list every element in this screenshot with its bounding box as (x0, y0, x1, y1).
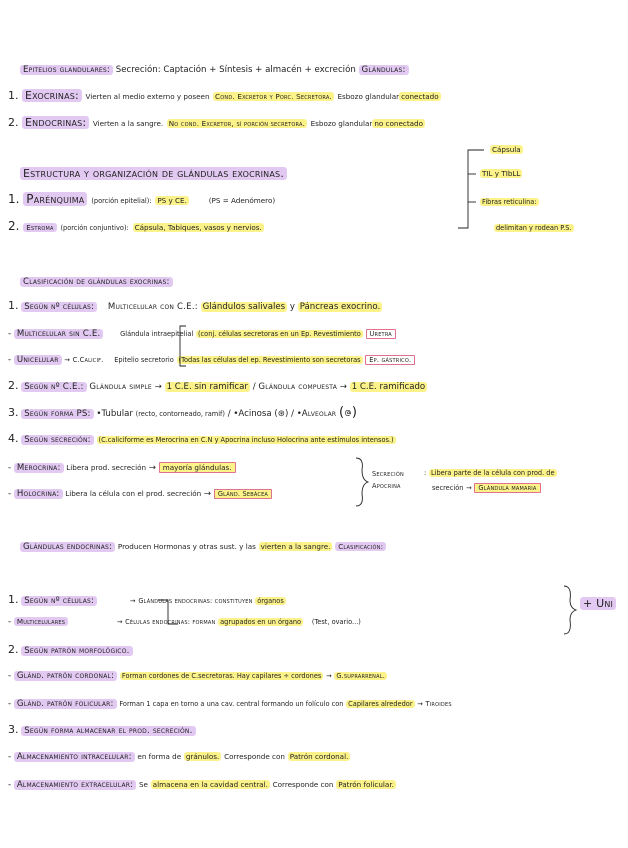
segun-patron-label: Según patrón morfológico. (21, 646, 132, 656)
parenquima-sub: (porción epitelial): (91, 197, 152, 205)
exo-multicelular-sin: - Multicelular sin C.E. Glándula intraepitelial (conj. células secretoras en un Ep. Revestimiento Uretra (8, 328, 628, 340)
apocrina-desc2: secreción → Glándula mamaria (432, 482, 541, 494)
exocrinas-text: Vierten al medio externo y poseen (85, 92, 210, 101)
glandulas-salivales: Glándulos salivales (202, 302, 286, 312)
glandulas-label: Glándulas: (359, 65, 409, 75)
patron-folicular-desc: Forman 1 capa en torno a una cav. central formando un folículo con (119, 700, 344, 708)
list-number: 1. (8, 89, 19, 102)
estroma-label: Estroma (23, 223, 56, 232)
segun-ce-label: Según nº C.E.: (21, 382, 86, 392)
endo-segun-celulas: 1. Según nº células: → Glándulas endocrinas: constituyen órganos (8, 593, 284, 606)
list-number: 2. (8, 379, 19, 392)
tubular-sub: (recto, contorneado, ramif) (135, 410, 225, 418)
list-number: 3. (8, 723, 19, 736)
agrupados-highlight: agrupados en un órgano (220, 618, 302, 626)
endo-segun-patron (8, 644, 628, 657)
patron-cordonal-line: - Glánd. patrón cordonal: Forman cordones de C.secretoras. Hay capilares ÷ cordones → G.suprarrenal. (8, 671, 386, 681)
epitelio-secretorio: Epitelio secretorio (114, 356, 174, 364)
acinosa: Acinosa (238, 409, 272, 419)
c-calicif: C.Calicif. (72, 356, 104, 364)
patron-cordonal-label: Glánd. patrón cordonal: (14, 671, 117, 681)
endocrinas-highlight: No cond. Excretor, sí porción secretora. (168, 119, 306, 128)
multicelular-sin-ce: Multicelular sin C.E. (14, 329, 104, 339)
multicelulares-label: Multicelulares (14, 617, 68, 626)
exocrinas-line (8, 90, 628, 103)
alveolar: Alveolar (301, 409, 337, 419)
apocrina-desc: : Libera parte de la célula con prod. de (424, 469, 555, 477)
list-number: 2. (8, 116, 19, 129)
intraepitelial-desc: (conj. células secretoras en un Ep. Revestimiento (197, 330, 361, 338)
section-estructura (20, 168, 628, 181)
glandula-simple: Glándula simple (89, 382, 152, 392)
apocrina-box: Glándula mamaria (474, 483, 540, 493)
section-title: Glándulas endocrinas: (20, 542, 115, 552)
exo-segun-celulas (8, 300, 628, 313)
endocrinas-esbozo: Esbozo glandular (310, 119, 373, 128)
exocrinas-label: Exocrinas: (22, 89, 82, 102)
section-endocrinas (20, 541, 628, 553)
holocrina-text: Libera la célula con el prod. secreción (65, 489, 202, 498)
segun-celulas-label: Según nº células: (21, 596, 97, 606)
intraepitelial: Glándula intraepitelial (120, 330, 194, 338)
granulos-highlight: gránulos. (185, 752, 220, 761)
apocrina-label: Secreción Apocrina (372, 470, 404, 490)
parenquima-note: (PS = Adenómero) (208, 196, 276, 205)
list-number: 1. (8, 593, 19, 606)
glandula-compuesta: Glándula compuesta (258, 382, 338, 392)
endo-segun-almacenar (8, 724, 628, 737)
section-title: Clasificación de glándulas exocrinas: (20, 277, 173, 287)
parenquima-line (8, 193, 628, 207)
estroma-sub: (porción conjuntivo): (60, 224, 129, 232)
patron-folicular-line: - Glánd. patrón folicular: Forman 1 capa en torno a una cav. central formando un folículo con Capilares alrededor → Tiroides (8, 699, 452, 709)
exo-segun-ce: 2. Según nº C.E.: Glándula simple → 1 C.E. sin ramificar / Glándula compuesta → 1 C.E. ramificado (8, 379, 426, 392)
holocrina-label: Holocrina: (14, 489, 63, 499)
endocrinas-label: Endocrinas: (22, 116, 89, 129)
ep-gastrico-box: Ep. gástrico. (365, 355, 415, 365)
glandulas-endocrinas-desc: Glándulas endocrinas: constituyen (138, 597, 253, 605)
patron-folicular-highlight: Patrón folicular. (338, 780, 394, 789)
merocrina-box: mayoría glándulas. (159, 462, 236, 473)
multicelular-con-ce: Multicelular con C.E.: (107, 302, 198, 312)
merocrina-line: - Merocrina: Libera prod. secreción → mayoría glándulas. (8, 462, 628, 474)
alveolar-icon: (ဇ) (339, 405, 357, 420)
cavidad-central-highlight: almacena en la cavidad central. (152, 780, 268, 789)
parenquima-text: PS y CE. (157, 196, 187, 205)
list-number: 4. (8, 432, 19, 445)
exo-unicelular: - Unicelular → C.Calicif. Epitelio secretorio (Todas las células del ep. Revestimiento son secretoras Ep. gástrico. (8, 354, 628, 366)
segun-secrecion-label: Según secreción: (21, 435, 94, 445)
parenquima-label: Parénquima (23, 192, 87, 206)
extracelular-line: - Almacenamiento extracelular: Se almacena en la cavidad central. Corresponde con Patrón folicular. (8, 780, 394, 790)
section-title: Estructura y organización de glándulas exocrinas. (20, 167, 287, 180)
intracelular-desc: en forma de (137, 752, 182, 761)
branch-capsula: Cápsula (492, 145, 521, 154)
pancreas-exocrino: Páncreas exocrino. (299, 302, 381, 312)
capilares-highlight: Capilares alrededor (348, 700, 413, 708)
section-title: Epitelios glandulares: (20, 65, 113, 75)
endocrinas-highlight: vierten a la sangre. (260, 542, 331, 551)
list-number: 1. (8, 299, 19, 312)
unicelular-label: Unicelular (14, 355, 62, 365)
celulas-endocrinas-desc: Células endocrinas: forman (125, 618, 216, 626)
endo-multicelulares: - Multicelulares → Células endocrinas: forman agrupados en un órgano (Test, ovario...) (8, 617, 361, 627)
test-ovario-note: (Test, ovario...) (311, 618, 361, 626)
organos-highlight: órganos (257, 597, 284, 605)
epitelio-secretorio-desc: (Todas las células del ep. Revestimiento son secretoras (178, 356, 361, 364)
clasificacion-label: Clasificación: (335, 542, 386, 551)
holocrina-line: - Holocrina: Libera la célula con el prod. secreción → Glánd. Sebácea (8, 488, 628, 500)
endocrinas-line (8, 117, 628, 130)
extracelular-label: Almacenamiento extracelular: (14, 780, 136, 790)
endocrinas-no-conectado: no conectado (374, 119, 424, 128)
branch-til: TIL y TIbLL (482, 169, 521, 178)
compuesta-desc: 1 C.E. ramificado (351, 382, 426, 392)
segun-almacenar-label: Según forma almacenar el prod. secreción. (21, 726, 195, 736)
exo-segun-secrecion (8, 433, 628, 446)
exocrinas-conectado: conectado (401, 92, 439, 101)
conj-y: y (289, 302, 295, 312)
secrecion-definition: Secreción: Captación + Síntesis + almacén + excreción (115, 65, 356, 75)
holocrina-box: Glánd. Sebácea (214, 489, 272, 499)
branch-connector (458, 150, 484, 228)
endocrinas-text: Vierten a la sangre. (92, 119, 164, 128)
uni-label: + Uni (580, 598, 616, 610)
list-number: 3. (8, 406, 19, 419)
uretra-box: Uretra (366, 329, 396, 339)
branch-delimitan: delimitan y rodean P.S. (496, 224, 572, 232)
exo-segun-forma: 3. Según forma PS: •Tubular (recto, contorneado, ramif) / •Acinosa (⊛) / •Alveolar (ဇ) (8, 405, 357, 420)
intracelular-label: Almacenamiento intracelular: (14, 752, 135, 762)
tiroides: Tiroides (425, 700, 452, 708)
segun-celulas-label: Según nº células: (21, 302, 97, 312)
simple-desc: 1 C.E. sin ramificar (166, 382, 248, 392)
patron-cordonal-desc: Forman cordones de C.secretoras. Hay capilares ÷ cordones (121, 672, 322, 680)
patron-folicular-label: Glánd. patrón folicular: (14, 699, 117, 709)
exocrinas-esbozo: Esbozo glandular (337, 92, 400, 101)
estroma-line (8, 220, 628, 234)
intracelular-line: - Almacenamiento intracelular: en forma de gránulos. Corresponde con Patrón cordonal. (8, 752, 349, 762)
caliciforme-note: (C.caliciforme es Merocrina en C.N y Apocrina incluso Holocrina ante estímulos intensos.) (98, 436, 394, 444)
segun-forma-label: Según forma PS: (21, 409, 93, 419)
list-number: 2. (8, 643, 19, 656)
estroma-text: Cápsula, Tabiques, vasos y nervios. (134, 223, 262, 232)
suprarrenal: G.suprarrenal. (336, 672, 386, 680)
list-number: 2. (8, 219, 20, 233)
section-clasificacion-exo (20, 276, 628, 288)
merocrina-label: Merocrina: (14, 463, 64, 473)
section-epitelios (20, 64, 628, 76)
patron-cordonal-highlight: Patrón cordonal. (289, 752, 349, 761)
endocrinas-text: Producen Hormonas y otras sust. y las (117, 542, 256, 551)
exocrinas-highlight: Cond. Excretor y Porc. Secretora. (215, 92, 332, 101)
merocrina-text: Libera prod. secreción (66, 463, 147, 472)
acinosa-icon: (⊛) (274, 409, 289, 419)
branch-reticulina: Fibras reticulina: (482, 198, 537, 206)
list-number: 1. (8, 192, 20, 206)
tubular: Tubular (101, 409, 133, 419)
